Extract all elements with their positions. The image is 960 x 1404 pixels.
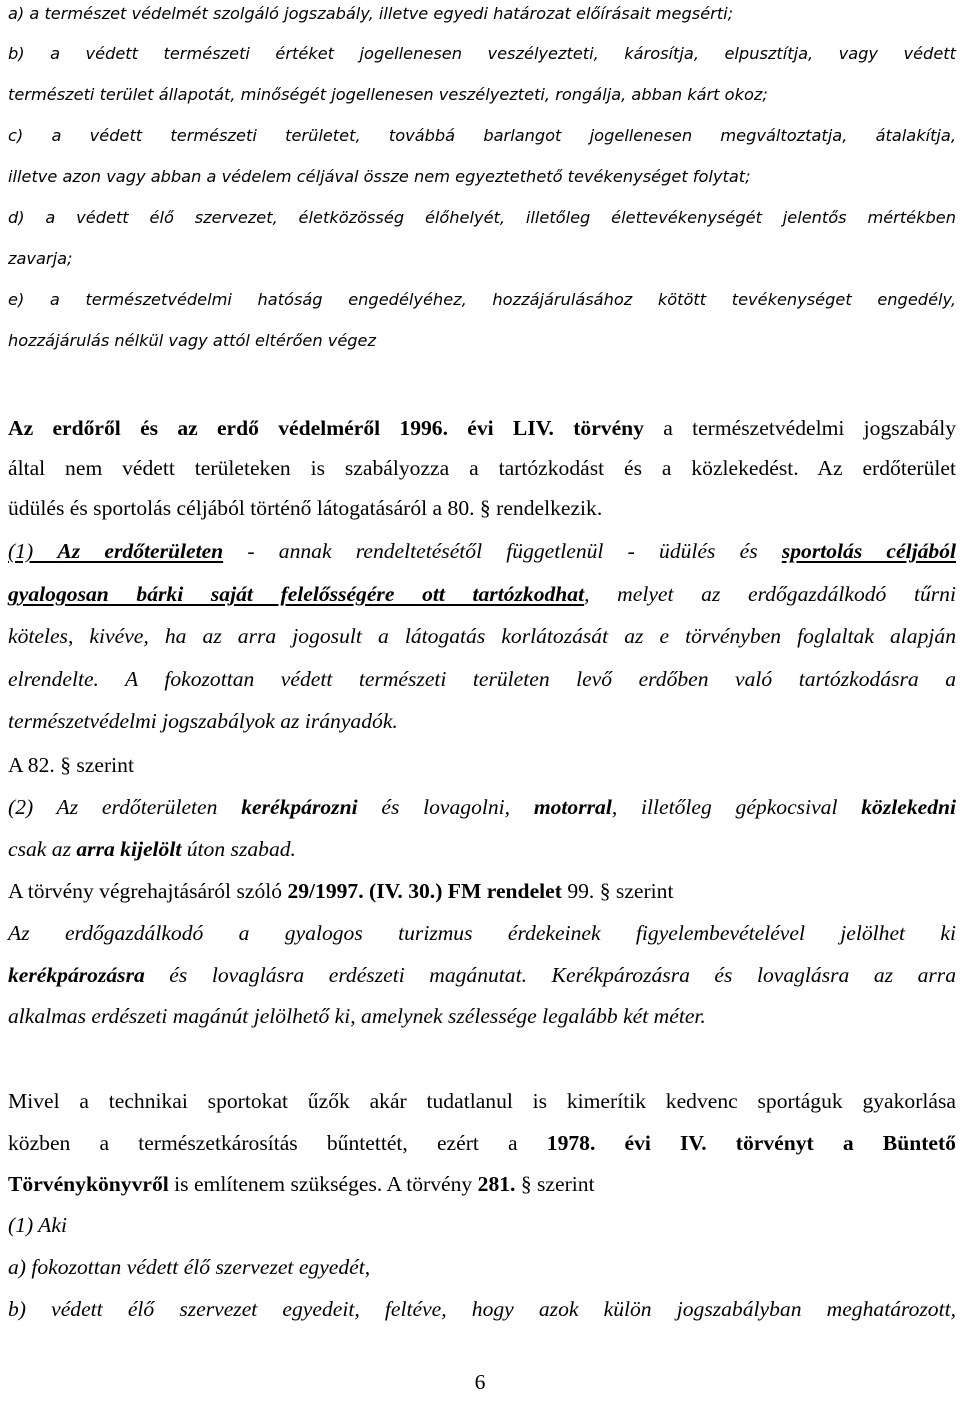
quoted-line: természetvédelmi jogszabályok az irányadók. (8, 709, 398, 733)
emphasis-span: motorral (533, 795, 612, 819)
text-line: e) a természetvédelmi hatóság engedélyéhez, hozzájárulásához kötött tevékenységet engedély, (8, 290, 956, 309)
quoted-line: köteles, kivéve, ha az arra jogosult a látogatás korlátozását az e törvényben foglaltak alapján (8, 624, 956, 648)
text-line: természeti terület állapotát, minőségét jogellenesen veszélyezteti, rongálja, abban kárt okoz; (8, 85, 768, 104)
text-span: csak az (8, 837, 77, 861)
emphasis-span: kerékpározni (241, 795, 358, 819)
quoted-line (8, 837, 296, 862)
text-span: és lovaglásra erdészeti magánutat. Kerékpározásra és lovaglásra az arra (144, 963, 956, 987)
quoted-line: elrendelte. A fokozottan védett természeti területen levő erdőben való tartózkodásra a (8, 667, 956, 691)
emphasis-span: Az erdőterületen (57, 539, 224, 563)
emphasis-span: arra kijelölt (76, 837, 182, 861)
paragraph-line: üdülés és sportolás céljából történő látogatásáról a 80. § rendelkezik. (8, 496, 603, 520)
paragraph-line: Mivel a technikai sportokat űzők akár tudatlanul is kimerítik kedvenc sportáguk gyakorlása (8, 1089, 956, 1113)
text-line: illetve azon vagy abban a védelem céljával össze nem egyeztethető tevékenységet folytat; (8, 167, 751, 186)
text-line: c) a védett természeti területet, továbbá barlangot jogellenesen megváltoztatja, átalakítja, (8, 126, 956, 145)
paragraph-line: által nem védett területeken is szabályozza a tartózkodást és a közlekedést. Az erdőterület (8, 456, 956, 480)
text-span: , illetőleg gépkocsival (611, 795, 862, 819)
law-reference: 29/1997. (IV. 30.) FM rendelet (287, 879, 562, 903)
text-span: , melyet az erdőgazdálkodó tűrni (584, 582, 956, 606)
quoted-line: (1) Aki (8, 1213, 67, 1237)
quoted-line (8, 582, 956, 607)
text-span: úton szabad. (181, 837, 296, 861)
text-line: zavarja; (8, 249, 73, 268)
law-reference: Az erdőről és az erdő védelméről 1996. évi LIV. törvény (8, 416, 644, 440)
text-line: a) a természet védelmét szolgáló jogszabály, illetve egyedi határozat előírásait megsérti; (8, 4, 734, 23)
text-span: (1) (8, 539, 58, 563)
text-line: b) a védett természeti értéket jogellenesen veszélyezteti, károsítja, elpusztítja, vagy védett (8, 44, 956, 63)
quoted-line: a) fokozottan védett élő szervezet egyedét, (8, 1255, 371, 1279)
paragraph-line: A 82. § szerint (8, 753, 134, 777)
text-line: d) a védett élő szervezet, életközösség élőhelyét, illetőleg élettevékenységét jelentős mértékben (8, 208, 956, 227)
paragraph-line (8, 879, 673, 904)
text-span: is említenem szükséges. A törvény (168, 1172, 478, 1196)
law-reference: 281. (477, 1172, 516, 1196)
text-span: 99. § szerint (561, 879, 674, 903)
text-span: § szerint (515, 1172, 595, 1196)
text-span: (2) Az erdőterületen (8, 795, 242, 819)
text-span: A törvény végrehajtásáról szóló (8, 879, 288, 903)
quoted-line (8, 539, 956, 564)
emphasis-span: kerékpározásra (8, 963, 145, 987)
paragraph-line (8, 1131, 956, 1156)
page-number: 6 (474, 1370, 486, 1394)
emphasis-span: közlekedni (861, 795, 957, 819)
quoted-line (8, 795, 956, 820)
quoted-line: Az erdőgazdálkodó a gyalogos turizmus érdekeinek figyelembevételével jelölhet ki (8, 921, 956, 945)
quoted-line: b) védett élő szervezet egyedeit, feltéve, hogy azok külön jogszabályban meghatározott, (8, 1297, 956, 1321)
quoted-line (8, 963, 956, 988)
text-span: - annak rendeltetésétől függetlenül - üdülés és (223, 539, 782, 563)
quoted-line: alkalmas erdészeti magánút jelölhető ki, amelynek szélessége legalább két méter. (8, 1004, 706, 1028)
paragraph-line (8, 1172, 595, 1197)
emphasis-span: gyalogosan bárki saját felelősségére ott tartózkodhat (8, 582, 585, 606)
law-reference: 1978. évi IV. törvényt a Büntető (546, 1131, 956, 1155)
text-span: a természetvédelmi jogszabály (643, 416, 956, 440)
emphasis-span: sportolás céljából (781, 539, 956, 563)
text-span: és lovagolni, (357, 795, 534, 819)
paragraph-line (8, 416, 956, 441)
law-reference: Törvénykönyvről (8, 1172, 169, 1196)
text-line: hozzájárulás nélkül vagy attól eltérően végez (8, 331, 377, 350)
text-span: közben a természetkárosítás bűntettét, ezért a (8, 1131, 547, 1155)
